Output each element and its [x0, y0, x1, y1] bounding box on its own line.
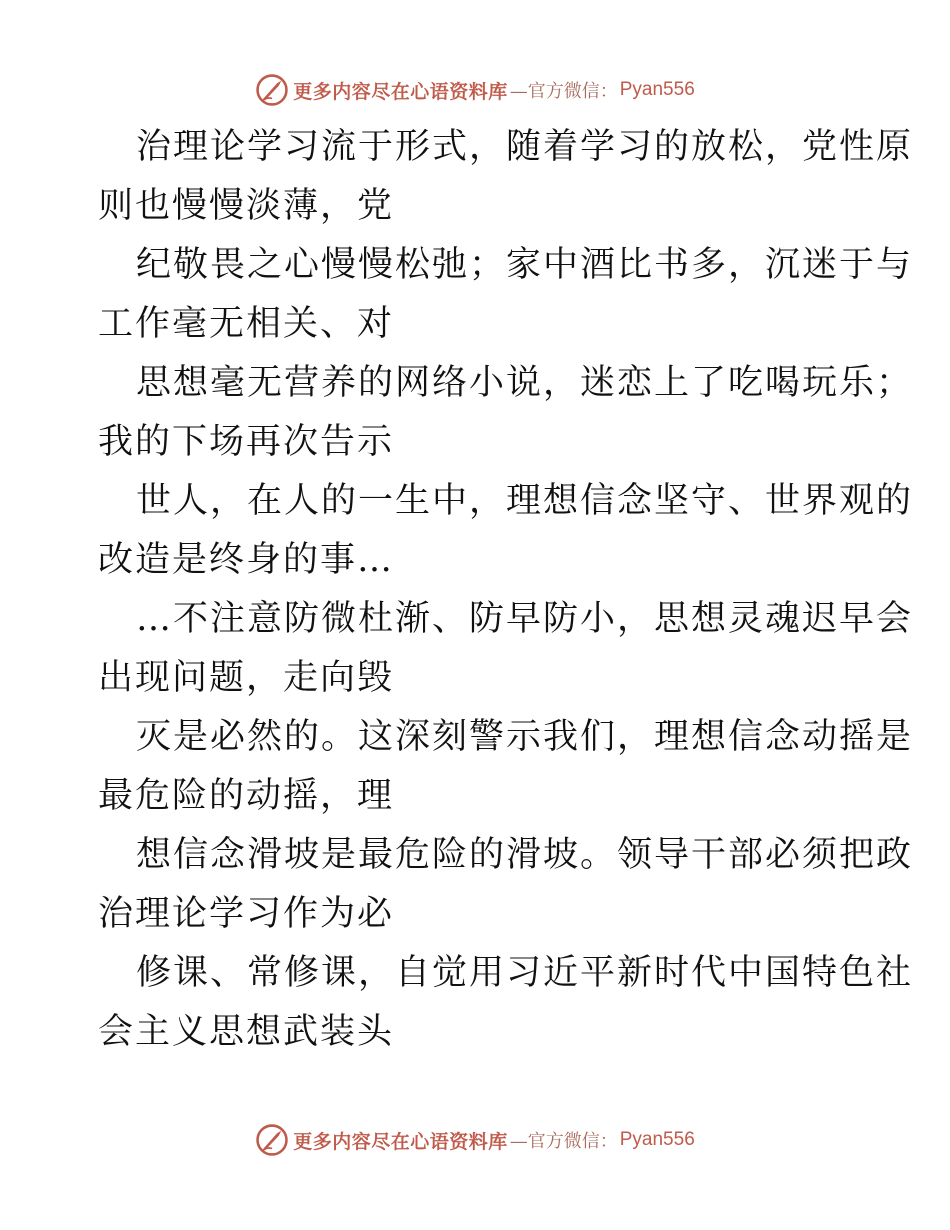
- banner-official-label: —官方微信：: [509, 81, 618, 102]
- paragraph-line: [98, 472, 914, 531]
- banner-wechat-id: Pyan556: [619, 79, 695, 100]
- quill-pen-logo-icon: [255, 73, 289, 107]
- footer-banner: [0, 1120, 950, 1160]
- banner-official-label: —官方微信：: [509, 1131, 618, 1152]
- paragraph-text: 我的下场再次告示: [98, 422, 395, 462]
- paragraph-line: [98, 118, 914, 177]
- paragraph-text: 改造是终身的事…: [98, 540, 395, 580]
- paragraph-text: 世人，在人的一生中，理想信念坚守、世界观的: [136, 481, 914, 521]
- paragraph-text: 修课、常修课，自觉用习近平新时代中国特色社: [136, 953, 914, 993]
- paragraph-text: 最危险的动摇，理: [98, 776, 395, 816]
- paragraph-line: [98, 767, 858, 826]
- paragraph-line: [98, 885, 858, 944]
- paragraph-text: …不注意防微杜渐、防早防小，思想灵魂迟早会: [136, 599, 914, 639]
- paragraph-text: 治理论学习作为必: [98, 894, 395, 934]
- paragraph-line: [98, 944, 914, 1003]
- document-body: [98, 118, 914, 1062]
- banner-site-text: 更多内容尽在心语资料库: [293, 1130, 508, 1153]
- banner-site-text: 更多内容尽在心语资料库: [293, 80, 508, 103]
- paragraph-line: [98, 531, 858, 590]
- paragraph-line: [98, 649, 858, 708]
- header-banner: [0, 70, 950, 110]
- paragraph-line: [98, 177, 858, 236]
- paragraph-line: [98, 413, 858, 472]
- paragraph-text: 则也慢慢淡薄，党: [98, 186, 395, 226]
- paragraph-text: 想信念滑坡是最危险的滑坡。领导干部必须把政: [136, 835, 914, 875]
- paragraph-text: 出现问题，走向毁: [98, 658, 395, 698]
- paragraph-line: [98, 1003, 858, 1062]
- paragraph-text: 会主义思想武装头: [98, 1012, 395, 1052]
- paragraph-line: [98, 826, 914, 885]
- paragraph-text: 思想毫无营养的网络小说，迷恋上了吃喝玩乐；: [136, 363, 914, 403]
- banner-wechat-id: Pyan556: [619, 1129, 695, 1150]
- quill-pen-logo-icon: [255, 1123, 289, 1157]
- paragraph-text: 灭是必然的。这深刻警示我们，理想信念动摇是: [136, 717, 914, 757]
- paragraph-line: [98, 354, 914, 413]
- paragraph-line: [98, 590, 914, 649]
- paragraph-line: [98, 708, 914, 767]
- paragraph-line: [98, 295, 858, 354]
- paragraph-text: 治理论学习流于形式，随着学习的放松，党性原: [136, 127, 914, 167]
- paragraph-text: 工作毫无相关、对: [98, 304, 395, 344]
- paragraph-line: [98, 236, 914, 295]
- paragraph-text: 纪敬畏之心慢慢松弛；家中酒比书多，沉迷于与: [136, 245, 914, 285]
